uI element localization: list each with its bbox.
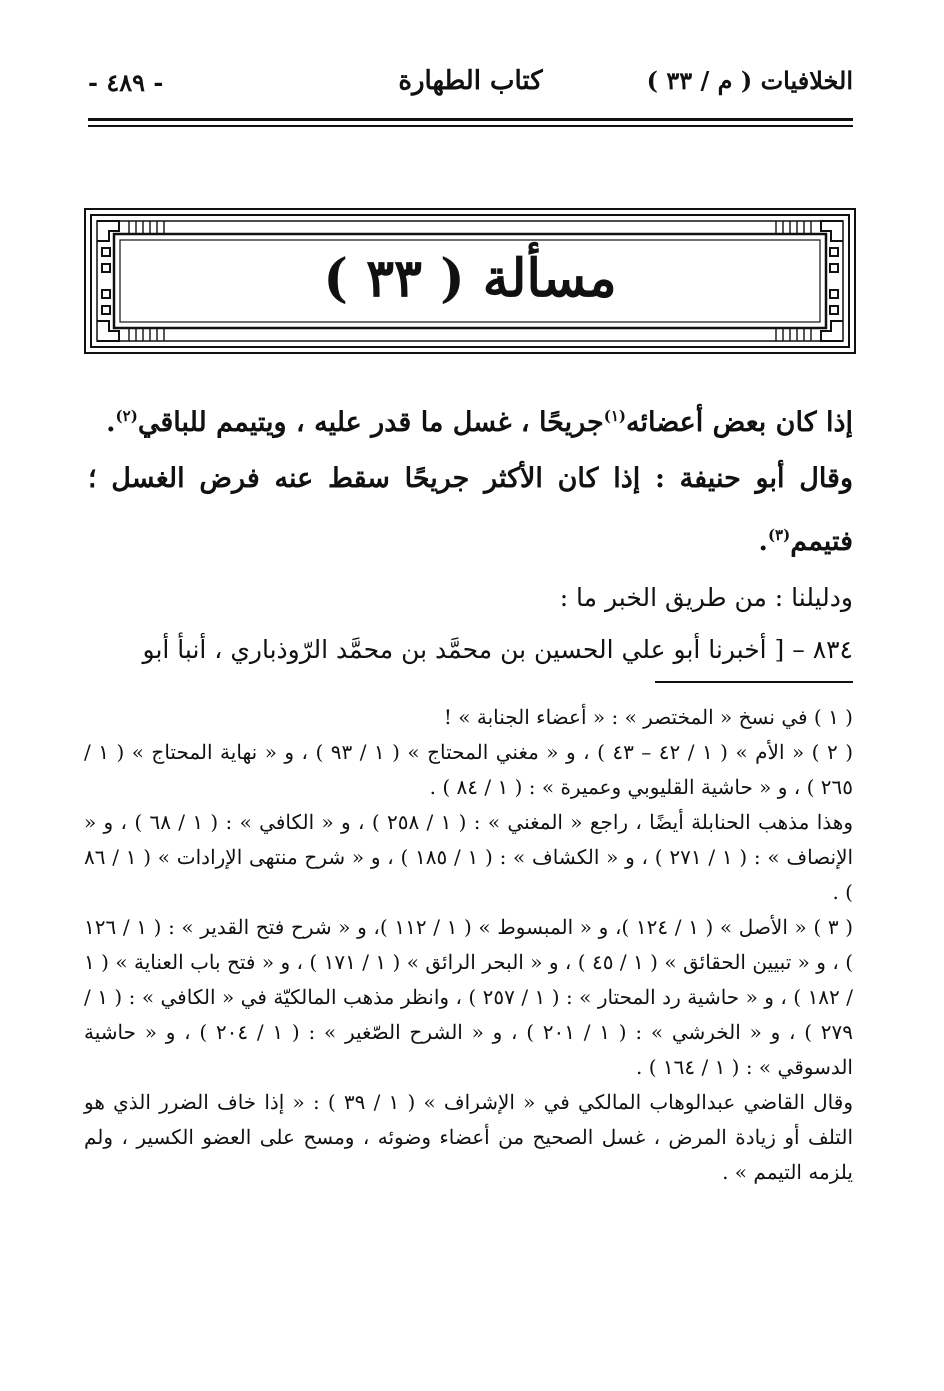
p2-text-a: وقال أبو حنيفة : إذا كان الأكثر جريحًا سقط عنه فرض الغسل ؛ فتيمم — [88, 463, 853, 557]
footnote-ref-3: (٣) — [767, 526, 791, 544]
issue-title: مسألة ( ٣٣ ) — [323, 248, 617, 309]
p2-text-b: . — [758, 526, 768, 557]
p1-text-c: . — [106, 407, 116, 438]
footnote-1: ( ١ ) في نسخ « المختصر » : « أعضاء الجنابة » ! — [443, 705, 853, 729]
header-rule-thick — [88, 118, 853, 121]
book-title: الخلافيات ( م / ٣٣ ) — [646, 66, 853, 95]
paragraph-4: ٨٣٤ – [ أخبرنا أبو علي الحسين بن محمَّد بن محمَّد الرّوذباري ، أنبأ أبو — [142, 635, 853, 664]
header-rule-thin — [88, 125, 853, 127]
section-title: كتاب الطهارة — [398, 66, 543, 96]
page-header — [88, 62, 853, 110]
footnote-3-continued: وقال القاضي عبدالوهاب المالكي في « الإشراف » ( ١ / ٣٩ ) : « إذا خاف الضرر الذي هو التلف أو زيادة المرض ، غسل الصحيح من أعضاء وضوئه ، ومسح على العضو الكسير ، ولم يلزمه التيمم » . — [84, 1090, 853, 1184]
p1-text-b: جريحًا ، غسل ما قدر عليه ، ويتيمم للباقي — [137, 407, 604, 438]
footnote-2-continued: وهذا مذهب الحنابلة أيضًا ، راجع « المغني » : ( ١ / ٢٥٨ ) ، و « الكافي » : ( ١ / ٦٨ ) ، و « الإنصاف » : ( ١ / ٢٧١ ) ، و « الكشاف » : ( ١ / ١٨٥ ) ، و « شرح منتهى الإرادات » ( ١ / ٨٦ ) . — [84, 810, 854, 904]
title-frame — [84, 208, 856, 354]
footnotes — [84, 700, 853, 1190]
page-number: - ٤٨٩ - — [88, 68, 164, 97]
footnote-2: ( ٢ ) « الأم » ( ١ / ٤٢ – ٤٣ ) ، و « مغني المحتاج » ( ١ / ٩٣ ) ، و « نهاية المحتاج » ( ١ / ٢٦٥ ) ، و « حاشية القليوبي وعميرة » : ( ١ / ٨٤ ) . — [84, 740, 853, 799]
main-text — [88, 388, 853, 676]
paragraph-3: ودليلنا : من طريق الخبر ما : — [559, 583, 853, 612]
footnote-separator — [655, 681, 853, 683]
p1-text-a: إذا كان بعض أعضائه — [626, 407, 853, 438]
footnote-3: ( ٣ ) « الأصل » ( ١ / ١٢٤ )، و « المبسوط » ( ١ / ١١٢ )، و « شرح فتح القدير » : ( ١ / ١٢٦ ) ، و « تبيين الحقائق » ( ١ / ٤٥ ) ، و « البحر الرائق » ( ١ / ١٧١ ) ، و « فتح باب العناية » ( ١ / ١٨٢ ) ، و « حاشية رد المحتار » : ( ١ / ٢٥٧ ) ، وانظر مذهب المالكيّة في « الكافي » : ( ١ / ٢٧٩ ) ، و « الخرشي » : ( ١ / ٢٠١ ) ، و « الشرح الصّغير » : ( ١ / ٢٠٤ ) ، و « حاشية الدسوقي » : ( ١ / ١٦٤ ) . — [84, 915, 854, 1079]
footnote-ref-1: (١) — [603, 407, 626, 425]
paragraph-2 — [88, 451, 853, 570]
footnote-ref-2: (٢) — [115, 407, 138, 425]
paragraph-1 — [88, 388, 853, 451]
